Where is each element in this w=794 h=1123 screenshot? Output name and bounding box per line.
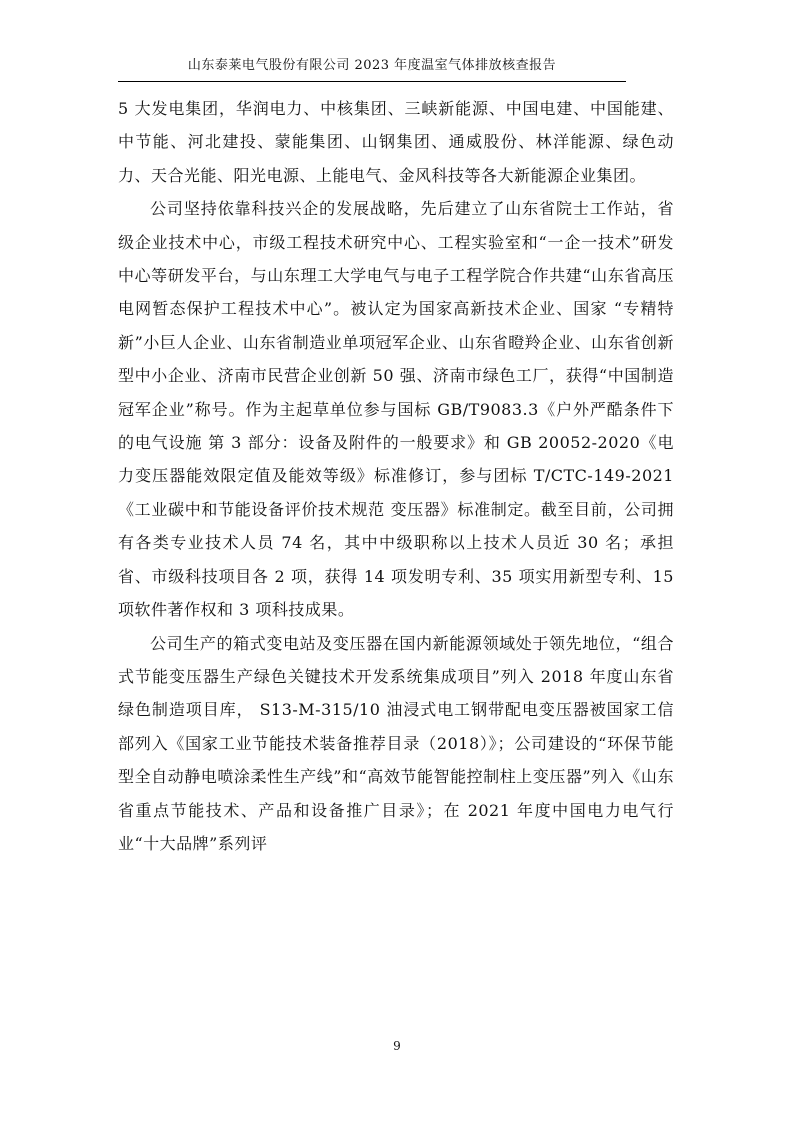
body-text <box>118 92 674 860</box>
page-number: 9 <box>393 1039 401 1053</box>
paragraph-2: 公司坚持依靠科技兴企的发展战略，先后建立了山东省院士工作站，省级企业技术中心，市级工程技术研究中心、工程实验室和“一企一技术”研发中心等研发平台，与山东理工大学电气与电子工程学院合作共建“山东省高压电网暂态保护工程技术中心”。被认定为国家高新技术企业、国家 “专精特新”小巨人企业、山东省制造业单项冠军企业、山东省瞪羚企业、山东省创新型中小企业、济南市民营企业创新 50 强、济南市绿色工厂，获得“中国制造冠军企业”称号。作为主起草单位参与国标 GB/T9083.3《户外严酷条件下的电气设施 第 3 部分：设备及附件的一般要求》和 GB 20052-2020《电力变压器能效限定值及能效等级》标准修订，参与团标 T/CTC-149-2021《工业碳中和节能设备评价技术规范 变压器》标准制定。截至目前，公司拥有各类专业技术人员 74 名，其中中级职称以上技术人员近 30 名；承担省、市级科技项目各 2 项，获得 14 项发明专利、35 项实用新型专利、15 项软件著作权和 3 项科技成果。 <box>118 199 674 620</box>
paragraph-3: 公司生产的箱式变电站及变压器在国内新能源领域处于领先地位，“组合式节能变压器生产绿色关键技术开发系统集成项目”列入 2018 年度山东省绿色制造项目库， S13-M-315/10 油浸式电工钢带配电变压器被国家工信部列入《国家工业节能技术装备推荐目录（2018）》；公司建设的“环保节能型全自动静电喷涂柔性生产线”和“高效节能智能控制柱上变压器”列入《山东省重点节能技术、产品和设备推广目录》；在 2021 年度中国电力电气行业“十大品牌”系列评 <box>118 633 674 853</box>
page-header: 山东泰莱电气股份有限公司 2023 年度温室气体排放核查报告 <box>118 54 626 82</box>
paragraph-1: 5 大发电集团，华润电力、中核集团、三峡新能源、中国电建、中国能建、中节能、河北建投、蒙能集团、山钢集团、通威股份、林洋能源、绿色动力、天合光能、阳光电源、上能电气、金风科技等各大新能源企业集团。 <box>118 99 674 185</box>
